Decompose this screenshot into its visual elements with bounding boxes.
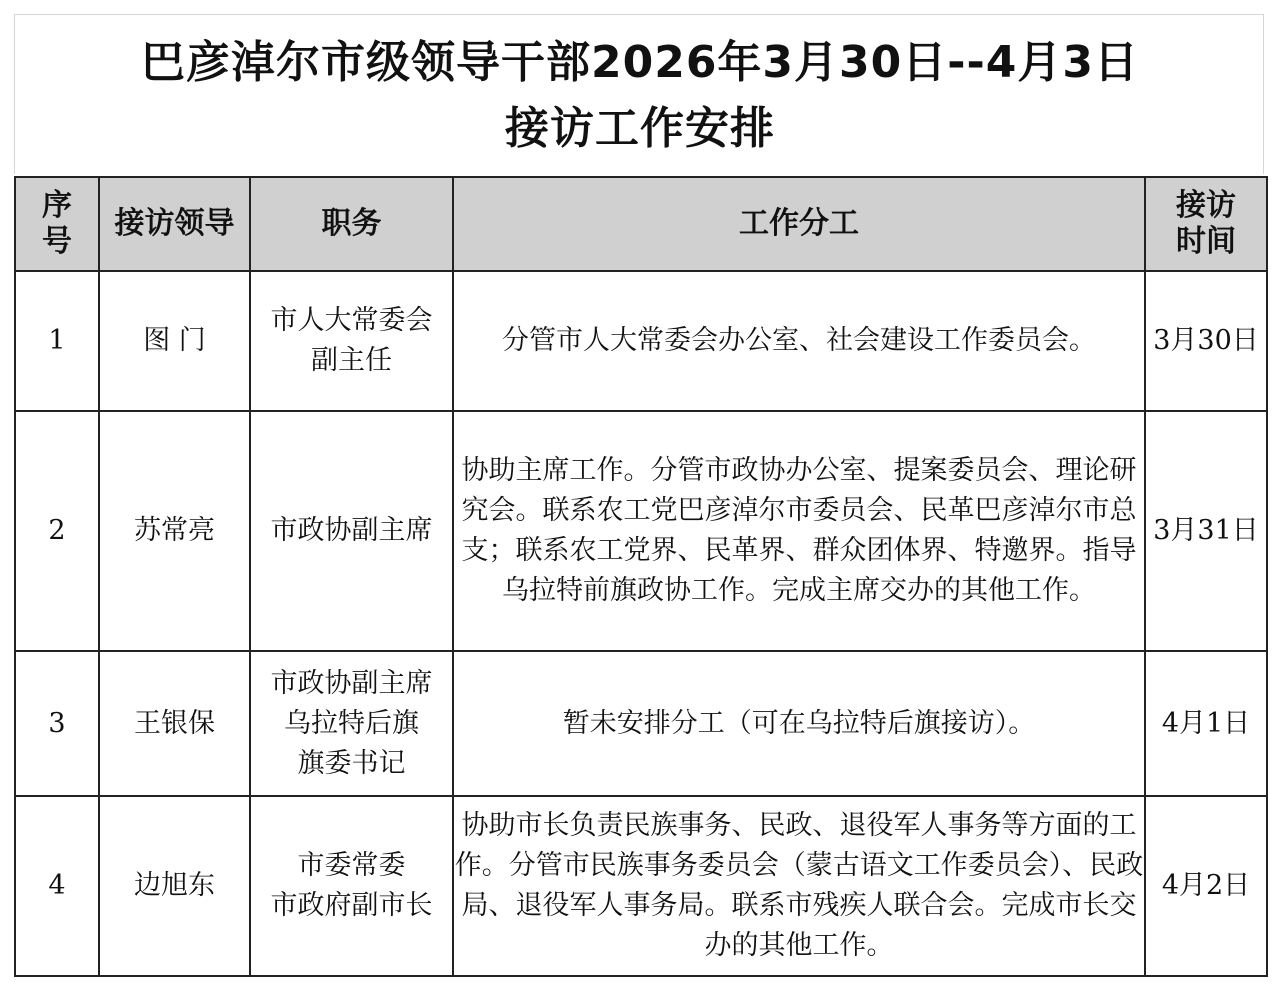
cell-leader: 王银保 [99,651,250,796]
table-row [15,796,1267,976]
cell-duty: 协助主席工作。分管市政协办公室、提案委员会、理论研究会。联系农工党巴彦淖尔市委员会、民革巴彦淖尔市总支；联系农工党界、民革界、群众团体界、特邀界。指导乌拉特前旗政协工作。完成主席交办的其他工作。 [453,411,1145,651]
header-seq: 序 号 [15,177,99,271]
schedule-sheet [14,14,1266,980]
cell-position: 市委常委 市政府副市长 [250,796,453,976]
cell-position: 市人大常委会 副主任 [250,271,453,411]
cell-position: 市政协副主席 [250,411,453,651]
page-subtitle: 接访工作安排 [505,103,775,154]
page-title: 巴彦淖尔市级领导干部2026年3月30日--4月3日 [140,37,1140,88]
cell-time: 4月1日 [1145,651,1267,796]
cell-leader: 图 门 [99,271,250,411]
table-row [15,411,1267,651]
cell-time: 3月31日 [1145,411,1267,651]
header-time: 接访 时间 [1145,177,1267,271]
table-row [15,651,1267,796]
cell-seq: 3 [15,651,99,796]
cell-duty: 暂未安排分工（可在乌拉特后旗接访）。 [453,651,1145,796]
cell-duty: 分管市人大常委会办公室、社会建设工作委员会。 [453,271,1145,411]
cell-time: 4月2日 [1145,796,1267,976]
table-row [15,271,1267,411]
cell-position: 市政协副主席 乌拉特后旗 旗委书记 [250,651,453,796]
header-position: 职务 [250,177,453,271]
cell-seq: 1 [15,271,99,411]
cell-time: 3月30日 [1145,271,1267,411]
header-leader: 接访领导 [99,177,250,271]
title-area [14,14,1264,174]
cell-leader: 边旭东 [99,796,250,976]
cell-seq: 2 [15,411,99,651]
cell-duty: 协助市长负责民族事务、民政、退役军人事务等方面的工作。分管市民族事务委员会（蒙古语文工作委员会）、民政局、退役军人事务局。联系市残疾人联合会。完成市长交办的其他工作。 [453,796,1145,976]
reception-schedule-table [14,176,1268,977]
header-duty: 工作分工 [453,177,1145,271]
cell-seq: 4 [15,796,99,976]
table-header-row [15,177,1267,271]
cell-leader: 苏常亮 [99,411,250,651]
